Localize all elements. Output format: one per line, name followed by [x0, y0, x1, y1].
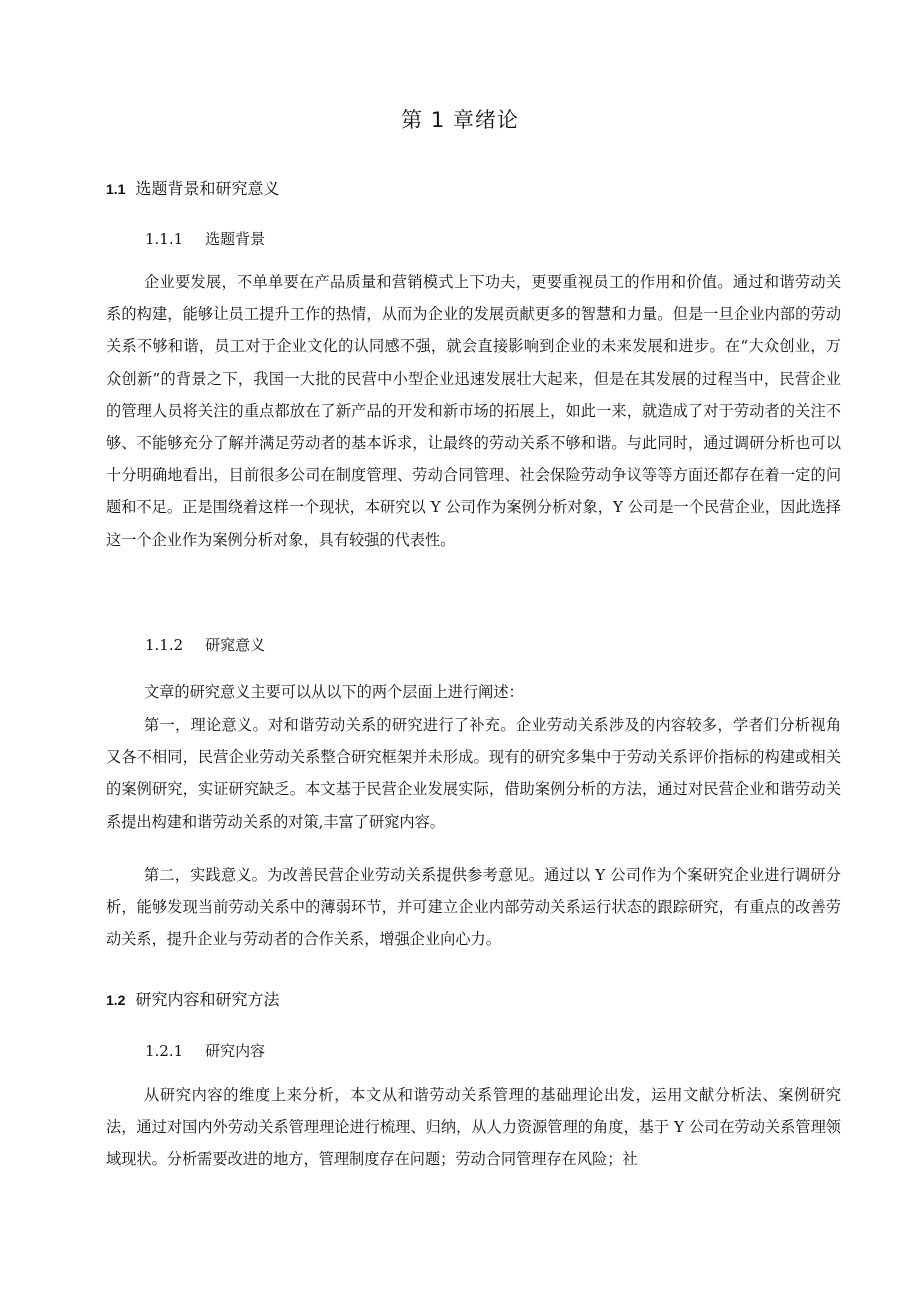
- subsection-title: 选题背景: [205, 230, 266, 248]
- section-title: 研究内容和研究方法: [135, 990, 280, 1009]
- paragraph-significance-intro: 文章的研究意义主要可以从以下的两个层面上进行阐述：: [144, 683, 524, 701]
- subsection-title: 研究内容: [205, 1042, 266, 1060]
- subsection-title: 研窕意义: [205, 636, 266, 654]
- subsection-number: 1.1.2: [145, 636, 184, 654]
- section-number: 1.1: [106, 181, 126, 197]
- subsection-heading-1-1-1: [145, 228, 265, 249]
- section-number: 1.2: [106, 992, 126, 1008]
- subsection-number: 1.2.1: [145, 1042, 184, 1060]
- subsection-number: 1.1.1: [145, 230, 184, 248]
- subsection-heading-1-1-2: [145, 634, 265, 655]
- section-heading-1-1: [106, 176, 279, 199]
- chapter-title: 第 1 章绪论: [401, 108, 519, 132]
- paragraph-theoretical-significance: 第一，理论意义。对和谐劳动关系的研究进行了补充。企业劳动关系涉及的内容较多，学者们分析视角又各不相同，民营企业劳动关系整合研究框架并未形成。现有的研究多集中于劳动关系评价指标的构建或相关的案例研究，实证研究缺乏。本文基于民营企业发展实际，借助案例分析的方法，通过对民营企业和谐劳动关系提出构建和谐劳动关系的对策,丰富了研窕内容。: [106, 716, 841, 831]
- paragraph-practical-significance: 第二，实践意义。为改善民营企业劳动关系提供参考意见。通过以 Y 公司作为个案研究企业进行调研分析，能够发现当前劳动关系中的薄弱环节，并可建立企业内部劳动关系运行状态的跟踪研究，有重点的改善劳动关系，提升企业与劳动者的合作关系，增强企业向心力。: [106, 866, 841, 949]
- subsection-heading-1-2-1: [145, 1040, 265, 1061]
- paragraph-research-content: 从研究内容的维度上来分析，本文从和谐劳动关系管理的基础理论出发，运用文献分析法、案例研究法，通过对国内外劳动关系管理理论进行梳理、归纳，从人力资源管理的角度，基于 Y 公司在劳动关系管理领域现状。分析需要改进的地方，管理制度存在问题；劳动合同管理存在风险；社: [106, 1086, 841, 1169]
- paragraph-background: 企业要发展，不单单要在产品质量和营销模式上下功夫，更要重视员工的作用和价值。通过和谐劳动关系的构建，能够让员工提升工作的热情，从而为企业的发展贡献更多的智慧和力量。但是一旦企业内部的劳动关系不够和谐，员工对于企业文化的认同感不强，就会直接影响到企业的未来发展和进步。在“大众创业，万众创新”的背景之下，我国一大批的民营中小型企业迅速发展壮大起来，但是在其发展的过程当中，民营企业的管理人员将关注的重点都放在了新产品的开发和新市场的拓展上，如此一来，就造成了对于劳动者的关注不够、不能够充分了解并满足劳动者的基本诉求，让最终的劳动关系不够和谐。与此同时，通过调研分析也可以十分明确地看出，目前很多公司在制度管理、劳动合同管理、社会保险劳动争议等等方面还都存在着一定的问题和不足。正是围绕着这样一个现状，本研究以 Y 公司作为案例分析对象，Y 公司是一个民营企业，因此选择这一个企业作为案例分析对象，具有较强的代表性。: [106, 273, 841, 549]
- section-title: 选题背景和研究意义: [135, 179, 280, 198]
- section-heading-1-2: [106, 987, 279, 1010]
